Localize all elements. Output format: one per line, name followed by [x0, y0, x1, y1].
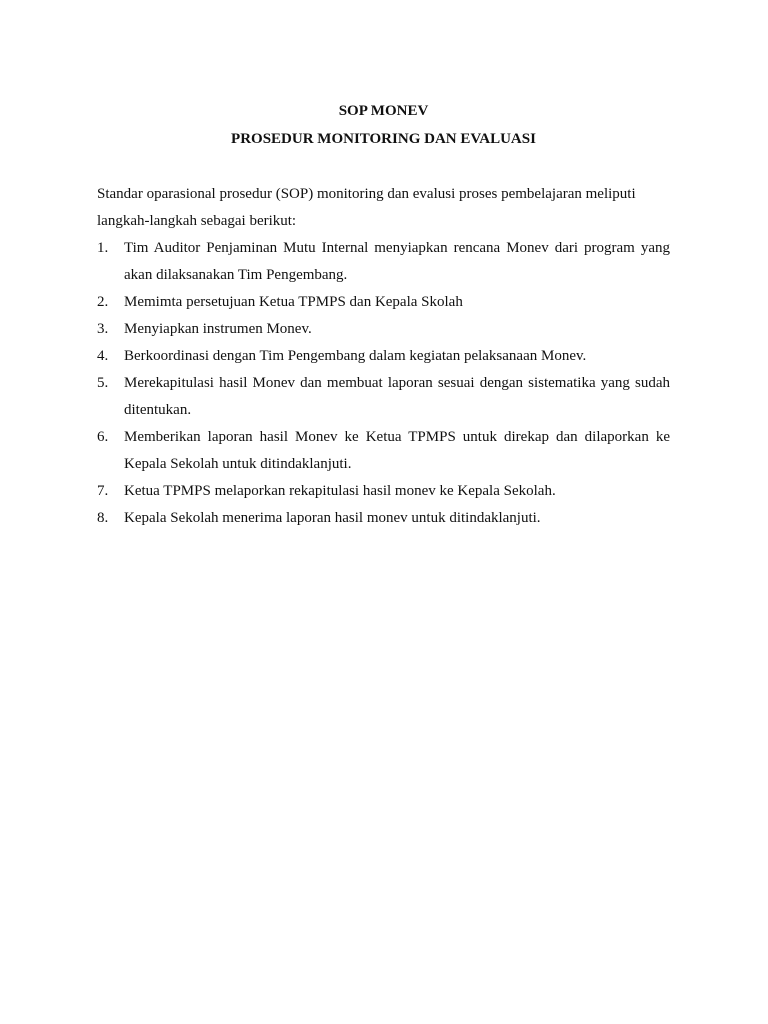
list-item-text: Memberikan laporan hasil Monev ke Ketua TPMPS untuk direkap dan dilaporkan ke Kepala Sekolah untuk ditindaklanjuti. [124, 429, 670, 472]
list-item-number: 6. [97, 429, 109, 445]
list-item [97, 343, 670, 370]
list-item [97, 478, 670, 505]
list-item-text: Berkoordinasi dengan Tim Pengembang dalam kegiatan pelaksanaan Monev. [124, 348, 587, 364]
list-item [97, 289, 670, 316]
document-subtitle: PROSEDUR MONITORING DAN EVALUASI [231, 131, 536, 147]
list-item-text: Tim Auditor Penjaminan Mutu Internal menyiapkan rencana Monev dari program yang akan dilaksanakan Tim Pengembang. [124, 240, 670, 283]
list-item-number: 3. [97, 321, 109, 337]
list-item-text: Ketua TPMPS melaporkan rekapitulasi hasil monev ke Kepala Sekolah. [124, 483, 556, 499]
list-item [97, 505, 670, 532]
intro-paragraph: Standar oparasional prosedur (SOP) monitoring dan evalusi proses pembelajaran meliputi langkah-langkah sebagai berikut: [97, 186, 636, 229]
list-item-number: 7. [97, 483, 109, 499]
document-body [97, 100, 670, 532]
list-item-number: 1. [97, 240, 109, 256]
list-item-number: 8. [97, 510, 109, 526]
list-item-number: 2. [97, 294, 109, 310]
list-item-text: Memimta persetujuan Ketua TPMPS dan Kepala Skolah [124, 294, 463, 310]
list-item [97, 235, 670, 289]
list-item-text: Merekapitulasi hasil Monev dan membuat laporan sesuai dengan sistematika yang sudah ditentukan. [124, 375, 670, 418]
list-item [97, 370, 670, 424]
list-item-number: 4. [97, 348, 109, 364]
steps-list [97, 235, 670, 532]
document-title: SOP MONEV [338, 103, 429, 119]
list-item-text: Menyiapkan instrumen Monev. [124, 321, 312, 337]
list-item [97, 424, 670, 478]
list-item-text: Kepala Sekolah menerima laporan hasil monev untuk ditindaklanjuti. [124, 510, 541, 526]
list-item [97, 316, 670, 343]
list-item-number: 5. [97, 375, 109, 391]
